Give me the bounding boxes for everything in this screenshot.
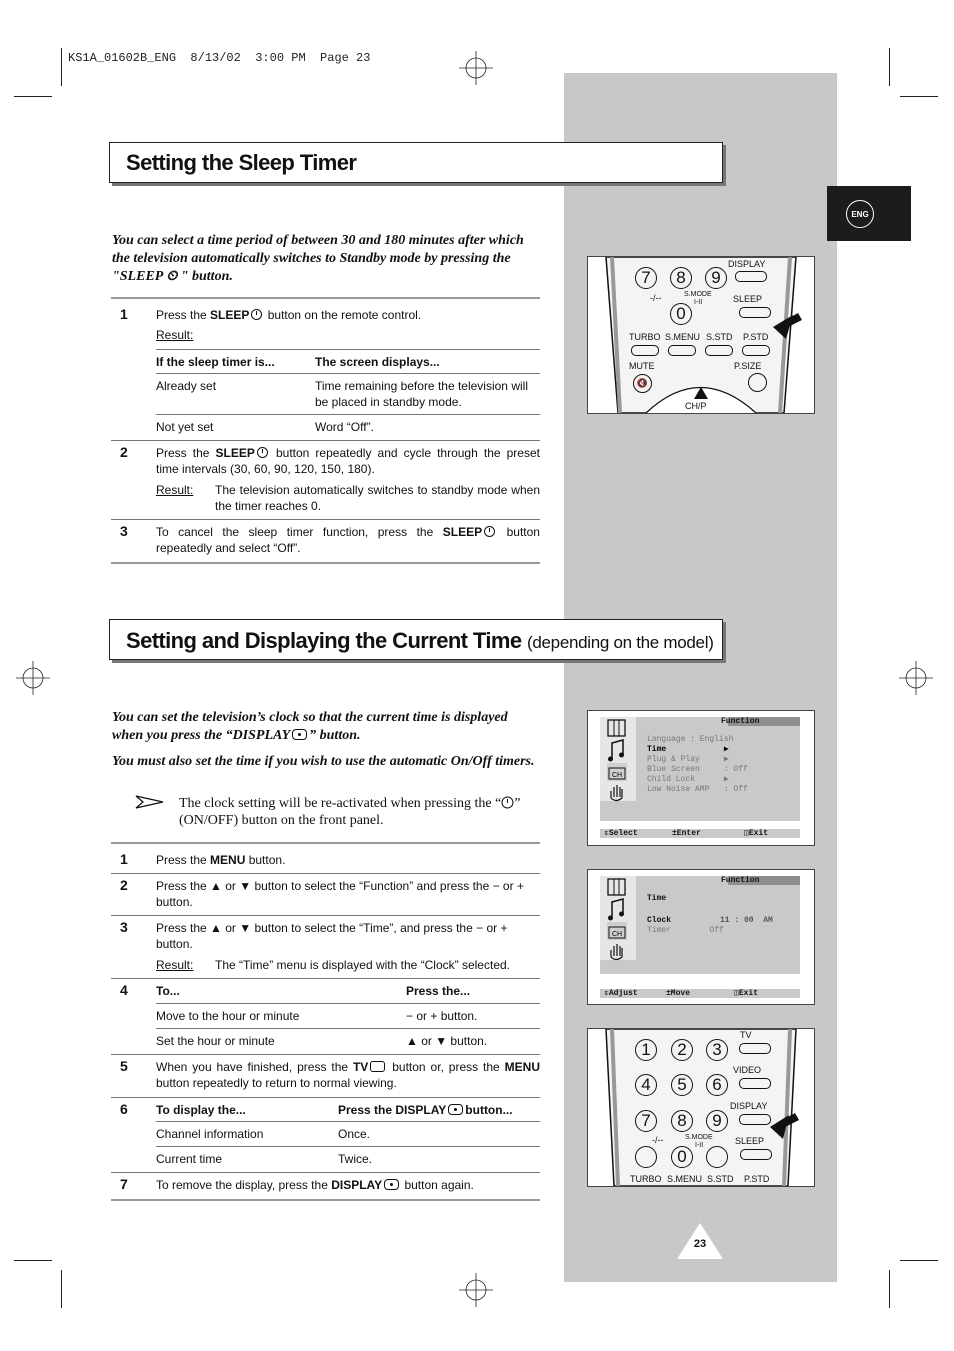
digit-5-button[interactable]: 5: [671, 1074, 693, 1096]
sleep-button-label: SLEEP: [733, 294, 763, 304]
osd-time-menu: [587, 869, 815, 1005]
digit-3-button[interactable]: 3: [706, 1039, 728, 1061]
osd-line-selected[interactable]: Time ▶: [647, 745, 729, 754]
psize-button[interactable]: [748, 373, 767, 392]
osd-footer-exit: ◫Exit: [744, 829, 769, 838]
step-number: 2: [120, 444, 128, 460]
time-title-box: [109, 619, 723, 660]
digit-7-button[interactable]: 7: [635, 1110, 657, 1132]
table-cell: Channel information: [156, 1127, 264, 1141]
sleep-intro: You can select a time period of between 30 and 180 minutes after which the television automatically switches to Standby mode by pressing the "SLEEP ⏲ " button.: [112, 233, 524, 284]
section-rule: [111, 562, 540, 564]
registration-mark-icon: [899, 661, 933, 695]
registration-mark-icon: [16, 661, 50, 695]
sleep-icon: [251, 309, 262, 320]
table-cell: Time remaining before the television will be placed in standby mode.: [315, 379, 528, 409]
osd-footer-adjust: ⇕Adjust: [604, 989, 638, 998]
table-header-cell: The screen displays...: [315, 355, 440, 369]
sstd-button[interactable]: [705, 345, 733, 356]
section-rule: [111, 297, 540, 299]
step-number: 2: [120, 877, 128, 893]
page-number: 23: [693, 1238, 707, 1250]
osd-line: Blue Screen : Off: [647, 765, 748, 774]
table-cell: − or + button.: [406, 1009, 478, 1023]
step-number: 7: [120, 1176, 128, 1192]
sleep-step-1-text: Press the SLEEP button on the remote control.: [156, 308, 422, 322]
step-rule: [111, 440, 540, 441]
osd-menu-title: Time: [647, 894, 667, 903]
step-number: 1: [120, 306, 128, 322]
osd-function-menu: [587, 710, 815, 846]
power-icon: [501, 796, 514, 809]
tv-icon: [370, 1061, 385, 1072]
pstd-button-label: P.STD: [743, 332, 769, 342]
result-label: Result:: [156, 483, 194, 497]
sleep-icon: [257, 447, 268, 458]
smenu-button[interactable]: [668, 345, 696, 356]
sleep-title-box: [109, 142, 723, 183]
sleep-title: Setting the Sleep Timer: [126, 150, 357, 175]
channel-button-label: CH/P: [685, 401, 707, 411]
svg-text:CH: CH: [612, 772, 623, 779]
table-header-cell: Press the...: [406, 984, 471, 998]
crop-mark: [900, 96, 938, 97]
dash-button-label: -/--: [652, 1135, 664, 1145]
digit-7-button[interactable]: 7: [635, 267, 657, 289]
osd-header: Function: [721, 876, 760, 885]
display-button-label: DISPLAY: [730, 1101, 768, 1111]
print-slug: KS1A_01602B_ENG 8/13/02 3:00 PM Page 23: [68, 51, 371, 65]
time-step-7-text: To remove the display, press the DISPLAY button again.: [156, 1178, 474, 1192]
step-number: 4: [120, 982, 128, 998]
remote-illustration-1: [587, 256, 815, 414]
table-rule: [156, 414, 540, 415]
osd-header: Function: [721, 717, 760, 726]
table-cell: ▲ or ▼ button.: [406, 1034, 488, 1048]
pstd-button[interactable]: [742, 345, 770, 356]
digit-9-button[interactable]: 9: [706, 1110, 728, 1132]
step-number: 5: [120, 1058, 128, 1074]
table-cell: Set the hour or minute: [156, 1034, 275, 1048]
language-tab: [827, 186, 911, 241]
video-button[interactable]: [739, 1078, 771, 1089]
sleep-icon: [484, 526, 495, 537]
time-step-1-text: Press the MENU button.: [156, 853, 286, 867]
exit-icon: ◫: [734, 989, 739, 998]
sleep-step-2-text: Press the SLEEP button repeatedly and cycle through the preset time intervals (30, 60, 90, 120, 150, 180).: [156, 446, 540, 476]
registration-mark-icon: [459, 51, 493, 85]
step-number: 6: [120, 1101, 128, 1117]
note-arrow-icon: [135, 795, 165, 809]
crop-mark: [14, 1260, 52, 1261]
digit-1-button[interactable]: 1: [635, 1039, 657, 1061]
table-cell: Current time: [156, 1152, 223, 1166]
display-button[interactable]: [739, 1114, 771, 1125]
smenu-button-label: S.MENU: [665, 332, 701, 342]
osd-timer-line: Timer Off: [647, 926, 724, 935]
sleep-step-3-text: To cancel the sleep timer function, press the SLEEP button repeatedly and select “Off”.: [156, 525, 540, 555]
table-header-cell: Press the DISPLAY button...: [338, 1103, 513, 1117]
time-note: The clock setting will be re-activated when pressing the “ ” (ON/OFF) button on the front panel.: [179, 796, 521, 828]
step-number: 1: [120, 851, 128, 867]
osd-line: Plug & Play ▶: [647, 755, 729, 764]
crop-mark: [14, 96, 52, 97]
step-rule: [111, 1097, 540, 1098]
osd-clock-label[interactable]: Clock: [647, 916, 672, 925]
dash-button-label: -/--: [650, 293, 662, 303]
tv-button-label: TV: [740, 1030, 752, 1040]
digit-0-button[interactable]: 0: [671, 1146, 693, 1168]
table-rule: [156, 1003, 540, 1004]
time-step-5-text: When you have finished, press the TV button or, press the MENU button repeatedly to return to normal viewing.: [156, 1060, 540, 1090]
section-rule: [111, 842, 540, 844]
digit-4-button[interactable]: 4: [635, 1074, 657, 1096]
sstd-button-label: S.STD: [706, 332, 733, 342]
table-rule: [156, 373, 540, 374]
digit-6-button[interactable]: 6: [706, 1074, 728, 1096]
smode-label: S.MODE: [684, 291, 712, 298]
osd-line: Low Noise AMP : Off: [647, 785, 748, 794]
pstd-button-label: P.STD: [744, 1174, 770, 1184]
table-cell: Already set: [156, 379, 217, 393]
exit-icon: ◫: [744, 829, 749, 838]
time-step-2-text: Press the ▲ or ▼ button to select the “Function” and press the − or + button.: [156, 879, 524, 909]
crop-mark: [889, 48, 890, 86]
sleep-button[interactable]: [740, 1149, 772, 1160]
table-cell: Move to the hour or minute: [156, 1009, 300, 1023]
digit-0-button[interactable]: 0: [670, 303, 692, 325]
digit-2-button[interactable]: 2: [671, 1039, 693, 1061]
sleep-button[interactable]: [739, 307, 771, 318]
section-rule: [111, 1199, 540, 1201]
result-text: The television automatically switches to standby mode when the timer reaches 0.: [215, 483, 540, 513]
time-step-3-text: Press the ▲ or ▼ button to select the “Time”, and press the − or + button.: [156, 921, 508, 951]
table-header-cell: To display the...: [156, 1103, 246, 1117]
mute-button-label: MUTE: [629, 361, 655, 371]
turbo-button[interactable]: [631, 345, 659, 356]
time-intro-2: You must also set the time if you wish to use the automatic On/Off timers.: [112, 754, 535, 769]
osd-menu-icons: [606, 878, 628, 962]
sstd-button-label: S.STD: [707, 1174, 734, 1184]
crop-mark: [61, 1270, 62, 1308]
time-title: Setting and Displaying the Current Time (depending on the model): [126, 628, 714, 653]
display-icon: [448, 1104, 463, 1115]
blank-button[interactable]: [706, 1146, 728, 1168]
table-rule: [156, 1146, 540, 1147]
osd-footer-exit: ◫Exit: [734, 989, 759, 998]
sleep-button-label: SLEEP: [735, 1136, 765, 1146]
i-ii-label: I-II: [695, 1142, 704, 1149]
crop-mark: [889, 1270, 890, 1308]
display-button[interactable]: [735, 271, 767, 282]
step-rule: [111, 1172, 540, 1173]
result-label: Result:: [156, 958, 194, 972]
step-rule: [111, 978, 540, 979]
remote-illustration-2: [587, 1028, 815, 1187]
result-text: The “Time” menu is displayed with the “Clock” selected.: [215, 958, 510, 972]
i-ii-label: I-II: [694, 299, 703, 306]
osd-footer-enter: ±Enter: [672, 829, 701, 838]
step-rule: [111, 519, 540, 520]
svg-text:CH: CH: [612, 931, 623, 938]
table-header-cell: To...: [156, 984, 180, 998]
osd-clock-value[interactable]: 11 : 00 AM: [720, 916, 773, 925]
result-label: Result:: [156, 328, 194, 342]
smenu-button-label: S.MENU: [667, 1174, 703, 1184]
blank-button[interactable]: [635, 1146, 657, 1168]
display-icon: [292, 729, 307, 740]
video-button-label: VIDEO: [733, 1065, 762, 1075]
digit-9-button[interactable]: 9: [705, 267, 727, 289]
crop-mark: [900, 1260, 938, 1261]
step-rule: [111, 915, 540, 916]
turbo-button-label: TURBO: [630, 1174, 662, 1184]
tv-button[interactable]: [739, 1043, 771, 1054]
smode-label: S.MODE: [685, 1134, 713, 1141]
table-cell: Word “Off”.: [315, 420, 374, 434]
psize-button-label: P.SIZE: [734, 361, 762, 371]
time-title-sub: (depending on the model): [527, 633, 714, 652]
digit-8-button[interactable]: 8: [670, 267, 692, 289]
crop-mark: [61, 48, 62, 86]
display-icon: [384, 1179, 399, 1190]
step-rule: [111, 873, 540, 874]
step-rule: [111, 1054, 540, 1055]
osd-footer-move: ±Move: [666, 989, 691, 998]
digit-8-button[interactable]: 8: [671, 1110, 693, 1132]
mute-button[interactable]: 🔇: [633, 374, 652, 393]
step-number: 3: [120, 919, 128, 935]
osd-footer-select: ⇕Select: [604, 829, 638, 838]
language-tab-label: ENG: [846, 200, 874, 228]
table-cell: Once.: [338, 1127, 371, 1141]
osd-menu-icons: [606, 719, 628, 803]
turbo-button-label: TURBO: [629, 332, 661, 342]
step-number: 3: [120, 523, 128, 539]
table-cell: Twice.: [338, 1152, 373, 1166]
osd-line: Child Lock ▶: [647, 775, 729, 784]
time-intro-1: You can set the television’s clock so that the current time is displayed when you press the “DISPLAY ” button.: [112, 710, 508, 743]
table-cell: Not yet set: [156, 420, 214, 434]
table-rule: [156, 1028, 540, 1029]
table-rule: [156, 349, 540, 350]
osd-line: Language : English: [647, 735, 734, 744]
display-button-label: DISPLAY: [728, 259, 766, 269]
table-header-cell: If the sleep timer is...: [156, 355, 275, 369]
registration-mark-icon: [459, 1273, 493, 1307]
table-rule: [156, 1121, 540, 1122]
